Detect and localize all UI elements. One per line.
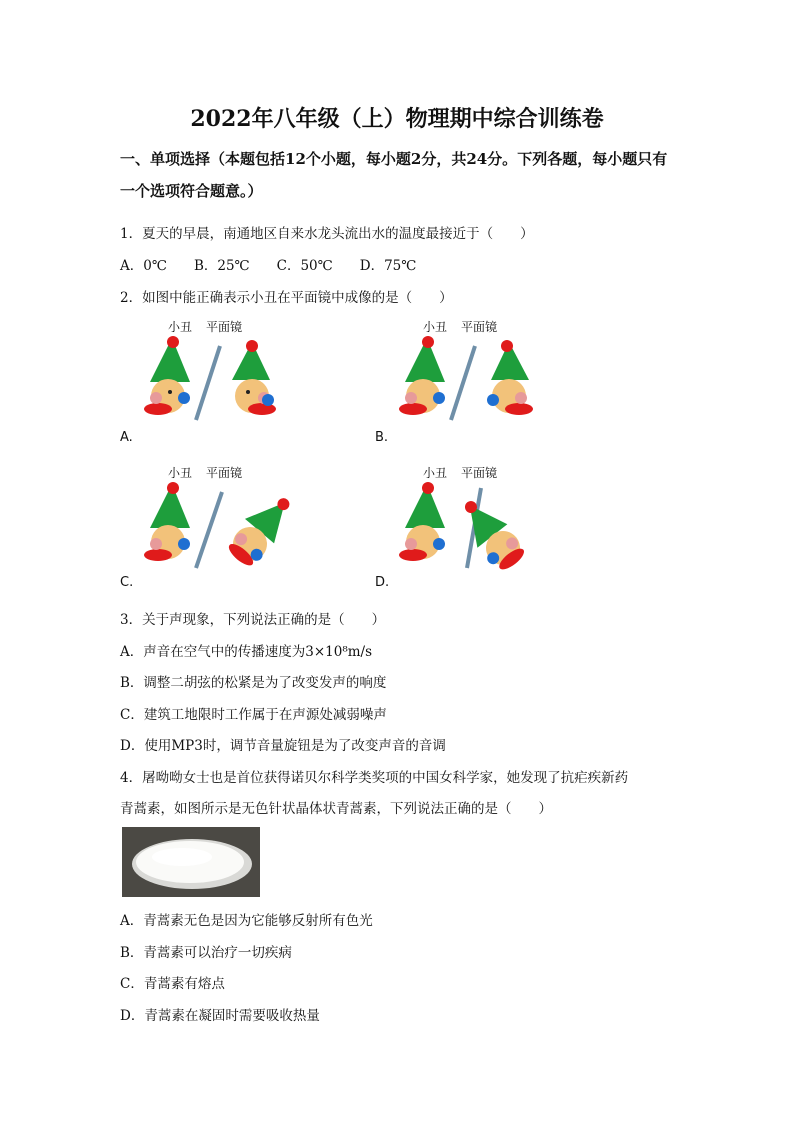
question-3-stem: 3．关于声现象，下列说法正确的是（ ） [120,612,386,628]
figure-d [395,462,545,580]
figure-label-clown: 小丑 [168,466,193,480]
question-4-option-d: D．青蒿素在凝固时需要吸收热量 [120,1008,320,1024]
artemisinin-photo-drawing [122,827,260,897]
clown-icon [399,336,445,415]
option-c-label: C. [120,575,134,590]
clown-image-icon [487,340,533,415]
clown-image-icon [232,340,276,415]
page-title: 2022年八年级（上）物理期中综合训练卷 [190,106,604,132]
question-4-option-a: A．青蒿素无色是因为它能够反射所有色光 [120,913,373,929]
option-a-label: A. [120,430,133,445]
question-3-option-c: C．建筑工地限时工作属于在声源处减弱噪声 [120,707,387,723]
figure-c [140,462,290,580]
mirror-line [196,346,220,420]
figure-label-mirror: 平面镜 [206,466,243,480]
clown-icon [144,482,190,561]
figure-label-clown: 小丑 [423,320,448,334]
figure-label-mirror: 平面镜 [461,466,498,480]
clown-icon [144,336,190,415]
figure-a [140,316,290,428]
question-3-option-b: B．调整二胡弦的松紧是为了改变发声的响度 [120,675,387,691]
clown-image-icon [222,487,290,571]
question-3-option-a: A．声音在空气中的传播速度为3×10⁸m/s [120,644,373,660]
option-b-label: B. [375,430,389,445]
artemisinin-photo [122,827,260,897]
question-4-option-b: B．青蒿素可以治疗一切疾病 [120,945,292,961]
figure-label-clown: 小丑 [168,320,193,334]
question-1-options: A．0℃ B．25℃ C．50℃ D．75℃ [120,258,417,274]
question-4-stem-line-1: 4．屠呦呦女士也是首位获得诺贝尔科学类奖项的中国女科学家，她发现了抗疟疾新药 [120,770,629,786]
mirror-line [196,492,222,568]
clown-image-icon [452,491,530,576]
question-4-option-c: C．青蒿素有熔点 [120,976,225,992]
question-2-stem: 2．如图中能正确表示小丑在平面镜中成像的是（ ） [120,290,453,306]
option-d-label: D. [375,575,390,590]
question-4-stem-line-2: 青蒿素，如图所示是无色针状晶体状青蒿素，下列说法正确的是（ ） [120,801,552,817]
figure-label-clown: 小丑 [423,466,448,480]
question-1-stem: 1．夏天的早晨，南通地区自来水龙头流出水的温度最接近于（ ） [120,226,534,242]
figure-b [395,316,545,428]
figure-label-mirror: 平面镜 [461,320,498,334]
section-heading: 一、单项选择（本题包括12个小题，每小题2分，共24分。下列各题，每小题只有一个选项符合题意。） [120,150,668,200]
question-3-option-d: D．使用MP3时，调节音量旋钮是为了改变声音的音调 [120,738,446,754]
mirror-line [451,346,475,420]
clown-icon [399,482,445,561]
figure-label-mirror: 平面镜 [206,320,243,334]
